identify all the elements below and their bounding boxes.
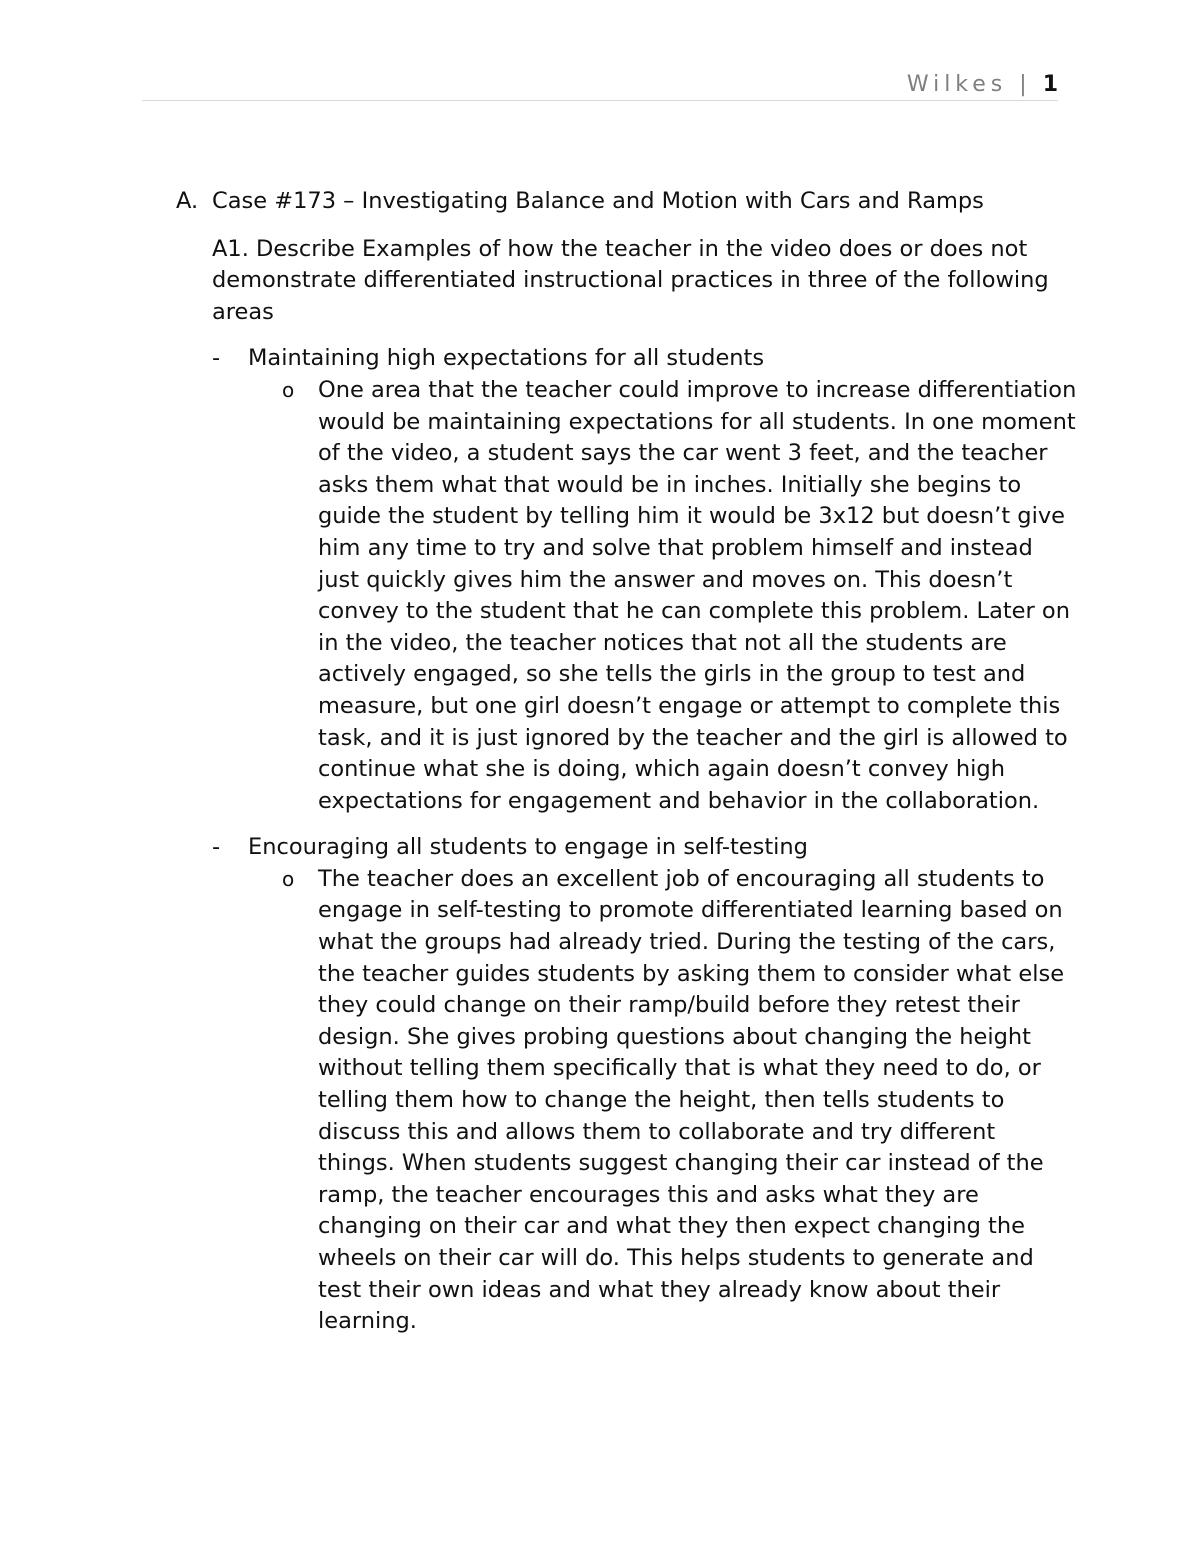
- header-divider: [142, 100, 1058, 101]
- dash-bullet-icon: -: [212, 345, 221, 372]
- area-label: Encouraging all students to engage in self-testing: [248, 834, 808, 861]
- area-detail: [282, 864, 1066, 1338]
- circle-bullet-icon: o: [282, 377, 295, 402]
- section-letter: A.: [176, 188, 199, 214]
- circle-bullet-icon: o: [282, 866, 295, 891]
- area-detail-text: The teacher does an excellent job of encouraging all students to engage in self-testing to promote differentiated learning based on what the groups had already tried. During the testing of the cars, the teacher guides students by asking them to consider what else they could change on their ramp/build before they retest their design. She gives probing questions about changing the height without telling them specifically that is what they need to do, or telling them how to change the height, then tells students to discuss this and allows them to collaborate and try different things. When students suggest changing their car instead of the ramp, the teacher encourages this and asks what they are changing on their car and what they then expect changing the wheels on their car will do. This helps students to generate and test their own ideas and what they already know about their learning.: [318, 865, 1065, 1335]
- area-detail: [282, 375, 1077, 817]
- area-label: Maintaining high expectations for all students: [248, 345, 765, 372]
- header-separator: |: [1019, 72, 1027, 97]
- section-title: Case #173 – Investigating Balance and Motion with Cars and Ramps: [212, 188, 984, 214]
- page-header: [907, 70, 1058, 100]
- section-heading: [176, 186, 1066, 218]
- area-item: [212, 832, 1066, 864]
- area-detail-text: One area that the teacher could improve to increase differentiation would be maintaining expectations for all students. In one moment of the video, a student says the car went 3 feet, and the teacher asks them what that would be in inches. Initially she begins to guide the student by telling him it would be 3x12 but doesn’t give him any time to try and solve that problem himself and instead just quickly gives him the answer and moves on. This doesn’t convey to the student that he can complete this problem. Later on in the video, the teacher notices that not all the students are actively engaged, so she tells the girls in the group to test and measure, but one girl doesn’t engage or attempt to complete this task, and it is just ignored by the teacher and the girl is allowed to continue what she is doing, which again doesn’t convey high expectations for engagement and behavior in the collaboration.: [318, 376, 1077, 814]
- dash-bullet-icon: -: [212, 834, 221, 861]
- question-text: A1. Describe Examples of how the teacher in the video does or does not demonstrate differentiated instructional practices in three of the following areas: [212, 235, 1049, 325]
- header-author: Wilkes: [906, 72, 1008, 97]
- page-number: 1: [1042, 72, 1058, 97]
- document-body: [176, 186, 1077, 1338]
- area-item: [212, 343, 1066, 375]
